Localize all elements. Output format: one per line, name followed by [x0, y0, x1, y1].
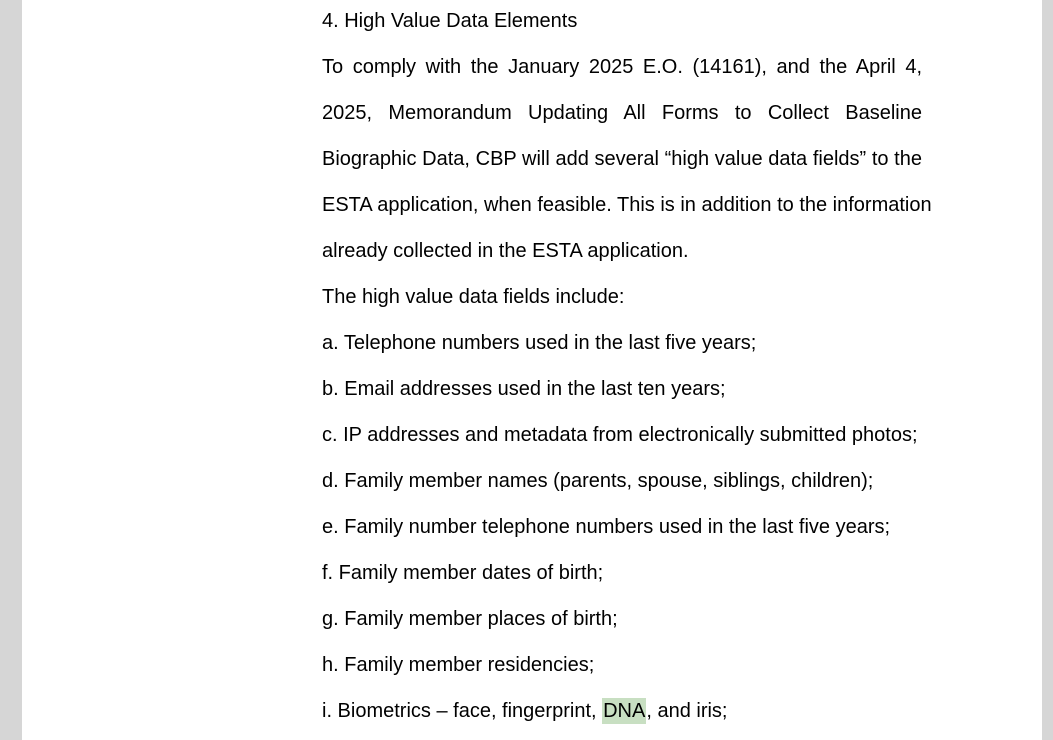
- list-item: f. Family member dates of birth;: [322, 562, 604, 584]
- list-item: e. Family number telephone numbers used in the last five years;: [322, 516, 891, 538]
- list-item: h. Family member residencies;: [322, 654, 595, 676]
- paragraph-line-5: already collected in the ESTA application.: [322, 240, 689, 262]
- paragraph-line-3: Biographic Data, CBP will add several “high value data fields” to the: [322, 148, 922, 170]
- highlighted-text-dna[interactable]: DNA: [603, 700, 646, 722]
- document-page: [22, 0, 1042, 740]
- list-item: a. Telephone numbers used in the last five years;: [322, 332, 757, 354]
- list-item: b. Email addresses used in the last ten years;: [322, 378, 726, 400]
- paragraph-line-2: 2025, Memorandum Updating All Forms to Collect Baseline: [322, 102, 922, 124]
- list-item: g. Family member places of birth;: [322, 608, 618, 630]
- list-intro: The high value data fields include:: [322, 286, 625, 308]
- list-item: c. IP addresses and metadata from electronically submitted photos;: [322, 424, 918, 446]
- section-heading: 4. High Value Data Elements: [322, 10, 578, 32]
- list-item: d. Family member names (parents, spouse, siblings, children);: [322, 470, 874, 492]
- list-item-biometrics: [322, 699, 728, 723]
- paragraph-line-1: To comply with the January 2025 E.O. (14161), and the April 4,: [322, 56, 922, 78]
- paragraph-line-4: ESTA application, when feasible. This is in addition to the information: [322, 194, 932, 216]
- biometrics-text-start: i. Biometrics – face, fingerprint,: [322, 700, 603, 722]
- biometrics-text-end: , and iris;: [646, 700, 728, 722]
